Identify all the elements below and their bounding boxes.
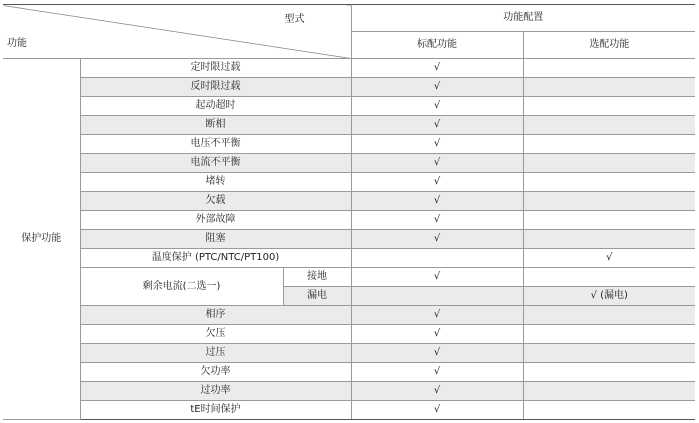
optional-cell xyxy=(523,344,695,363)
feature-name: 阻塞 xyxy=(80,230,351,249)
residual-sub-leakage: 漏电 xyxy=(283,287,351,306)
feature-name: 外部故障 xyxy=(80,211,351,230)
optional-cell: √ xyxy=(523,249,695,268)
function-config-table xyxy=(3,4,695,420)
optional-cell xyxy=(523,211,695,230)
header-optional: 选配功能 xyxy=(523,32,695,59)
feature-name: 过压 xyxy=(80,344,351,363)
standard-cell xyxy=(351,249,523,268)
optional-cell xyxy=(523,268,695,287)
optional-cell xyxy=(523,154,695,173)
diagonal-header-cell xyxy=(3,5,351,59)
optional-cell xyxy=(523,363,695,382)
optional-cell xyxy=(523,382,695,401)
standard-cell: √ xyxy=(351,173,523,192)
feature-name: 起动超时 xyxy=(80,97,351,116)
standard-cell: √ xyxy=(351,59,523,78)
optional-cell xyxy=(523,78,695,97)
feature-name: 温度保护 (PTC/NTC/PT100) xyxy=(80,249,351,268)
header-standard: 标配功能 xyxy=(351,32,523,59)
standard-cell: √ xyxy=(351,382,523,401)
standard-cell: √ xyxy=(351,78,523,97)
standard-cell xyxy=(351,287,523,306)
standard-cell: √ xyxy=(351,97,523,116)
header-model-label: 型式 xyxy=(284,14,305,25)
feature-name: 堵转 xyxy=(80,173,351,192)
optional-cell xyxy=(523,401,695,420)
optional-cell xyxy=(523,173,695,192)
feature-name: 断相 xyxy=(80,116,351,135)
header-function-config: 功能配置 xyxy=(351,5,695,32)
feature-name: 欠载 xyxy=(80,192,351,211)
standard-cell: √ xyxy=(351,192,523,211)
standard-cell: √ xyxy=(351,154,523,173)
optional-cell xyxy=(523,230,695,249)
standard-cell: √ xyxy=(351,306,523,325)
category-protection: 保护功能 xyxy=(3,59,80,420)
standard-cell: √ xyxy=(351,325,523,344)
standard-cell: √ xyxy=(351,268,523,287)
optional-cell: √ (漏电) xyxy=(523,287,695,306)
residual-sub-ground: 接地 xyxy=(283,268,351,287)
feature-name: 过功率 xyxy=(80,382,351,401)
feature-name: 欠功率 xyxy=(80,363,351,382)
standard-cell: √ xyxy=(351,344,523,363)
feature-name: 欠压 xyxy=(80,325,351,344)
standard-cell: √ xyxy=(351,211,523,230)
optional-cell xyxy=(523,192,695,211)
standard-cell: √ xyxy=(351,230,523,249)
standard-cell: √ xyxy=(351,363,523,382)
feature-name: tE时间保护 xyxy=(80,401,351,420)
optional-cell xyxy=(523,306,695,325)
feature-name: 相序 xyxy=(80,306,351,325)
optional-cell xyxy=(523,135,695,154)
header-function-label: 功能 xyxy=(7,38,27,49)
feature-name: 反时限过载 xyxy=(80,78,351,97)
feature-name: 定时限过载 xyxy=(80,59,351,78)
standard-cell: √ xyxy=(351,135,523,154)
feature-name: 电流不平衡 xyxy=(80,154,351,173)
standard-cell: √ xyxy=(351,116,523,135)
feature-name: 电压不平衡 xyxy=(80,135,351,154)
residual-current-label: 剩余电流(二选一) xyxy=(80,268,283,306)
optional-cell xyxy=(523,325,695,344)
optional-cell xyxy=(523,59,695,78)
standard-cell: √ xyxy=(351,401,523,420)
optional-cell xyxy=(523,97,695,116)
optional-cell xyxy=(523,116,695,135)
